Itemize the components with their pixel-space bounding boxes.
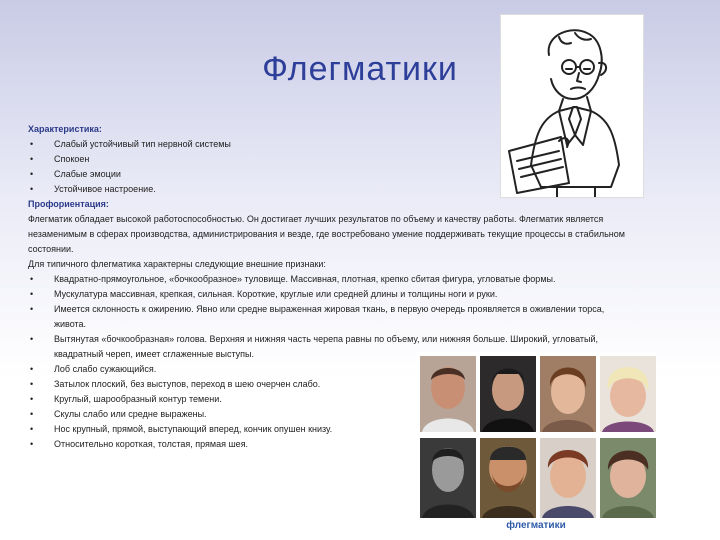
list-item: • Вытянутая «бочкообразная» голова. Верхняя и нижняя часть черепа равны по объему, или нижняя больше. Широкий, угловатый, квадратный череп, имеет сглаженные выступы. — [28, 332, 638, 362]
appearance-heading: Для типичного флегматика характерны следующие внешние признаки: — [28, 259, 326, 269]
list-item: • Затылок плоский, без выступов, переход в шею очерчен слабо. — [28, 377, 414, 392]
phlegmatic-portraits — [416, 352, 656, 540]
slide-title: Флегматики — [262, 50, 458, 88]
list-item: • Слабый устойчивый тип нервной системы — [28, 137, 638, 152]
list-item: • Квадратно-прямоугольное, «бочкообразное» туловище. Массивная, плотная, крепко сбитая фигура, угловатые формы. — [28, 272, 638, 287]
list-item: • Слабые эмоции — [28, 167, 638, 182]
list-item: • Лоб слабо сужающийся. — [28, 362, 414, 377]
career-paragraph: Флегматик обладает высокой работоспособностью. Он достигает лучших результатов по объему и качеству работы. Флегматик является незаменимым в сферах производства, администрирования и везде, где востребовано умение поддерживать текущие процессы в стабильном состоянии. — [28, 214, 625, 254]
portrait-photo — [480, 356, 536, 432]
list-item: • Спокоен — [28, 152, 638, 167]
list-item: • Нос крупный, прямой, выступающий вперед, кончик опушен книзу. — [28, 422, 414, 437]
portrait-photo — [540, 438, 596, 518]
characteristics-list — [28, 137, 638, 197]
portrait-photo — [480, 438, 536, 518]
photos-caption: флегматики — [506, 520, 566, 531]
portrait-grid-image — [416, 352, 656, 520]
list-item: • Устойчивое настроение. — [28, 182, 638, 197]
portrait-photo — [600, 438, 656, 518]
list-item: • Круглый, шарообразный контур темени. — [28, 392, 414, 407]
portrait-photo — [420, 356, 476, 432]
list-item: • Имеется склонность к ожирению. Явно или средне выраженная жировая ткань, в первую очередь проявляется в оживлении торса, живота. — [28, 302, 638, 332]
career-heading: Профориентация: — [28, 199, 109, 209]
list-item: • Относительно короткая, толстая, прямая шея. — [28, 437, 414, 452]
portrait-photo — [600, 356, 656, 432]
portrait-photo — [540, 356, 596, 432]
characteristics-heading: Характеристика: — [28, 124, 102, 134]
list-item: • Мускулатура массивная, крепкая, сильная. Короткие, круглые или средней длины и толщины ноги и руки. — [28, 287, 638, 302]
list-item: • Скулы слабо или средне выражены. — [28, 407, 414, 422]
portrait-photo — [420, 438, 476, 518]
